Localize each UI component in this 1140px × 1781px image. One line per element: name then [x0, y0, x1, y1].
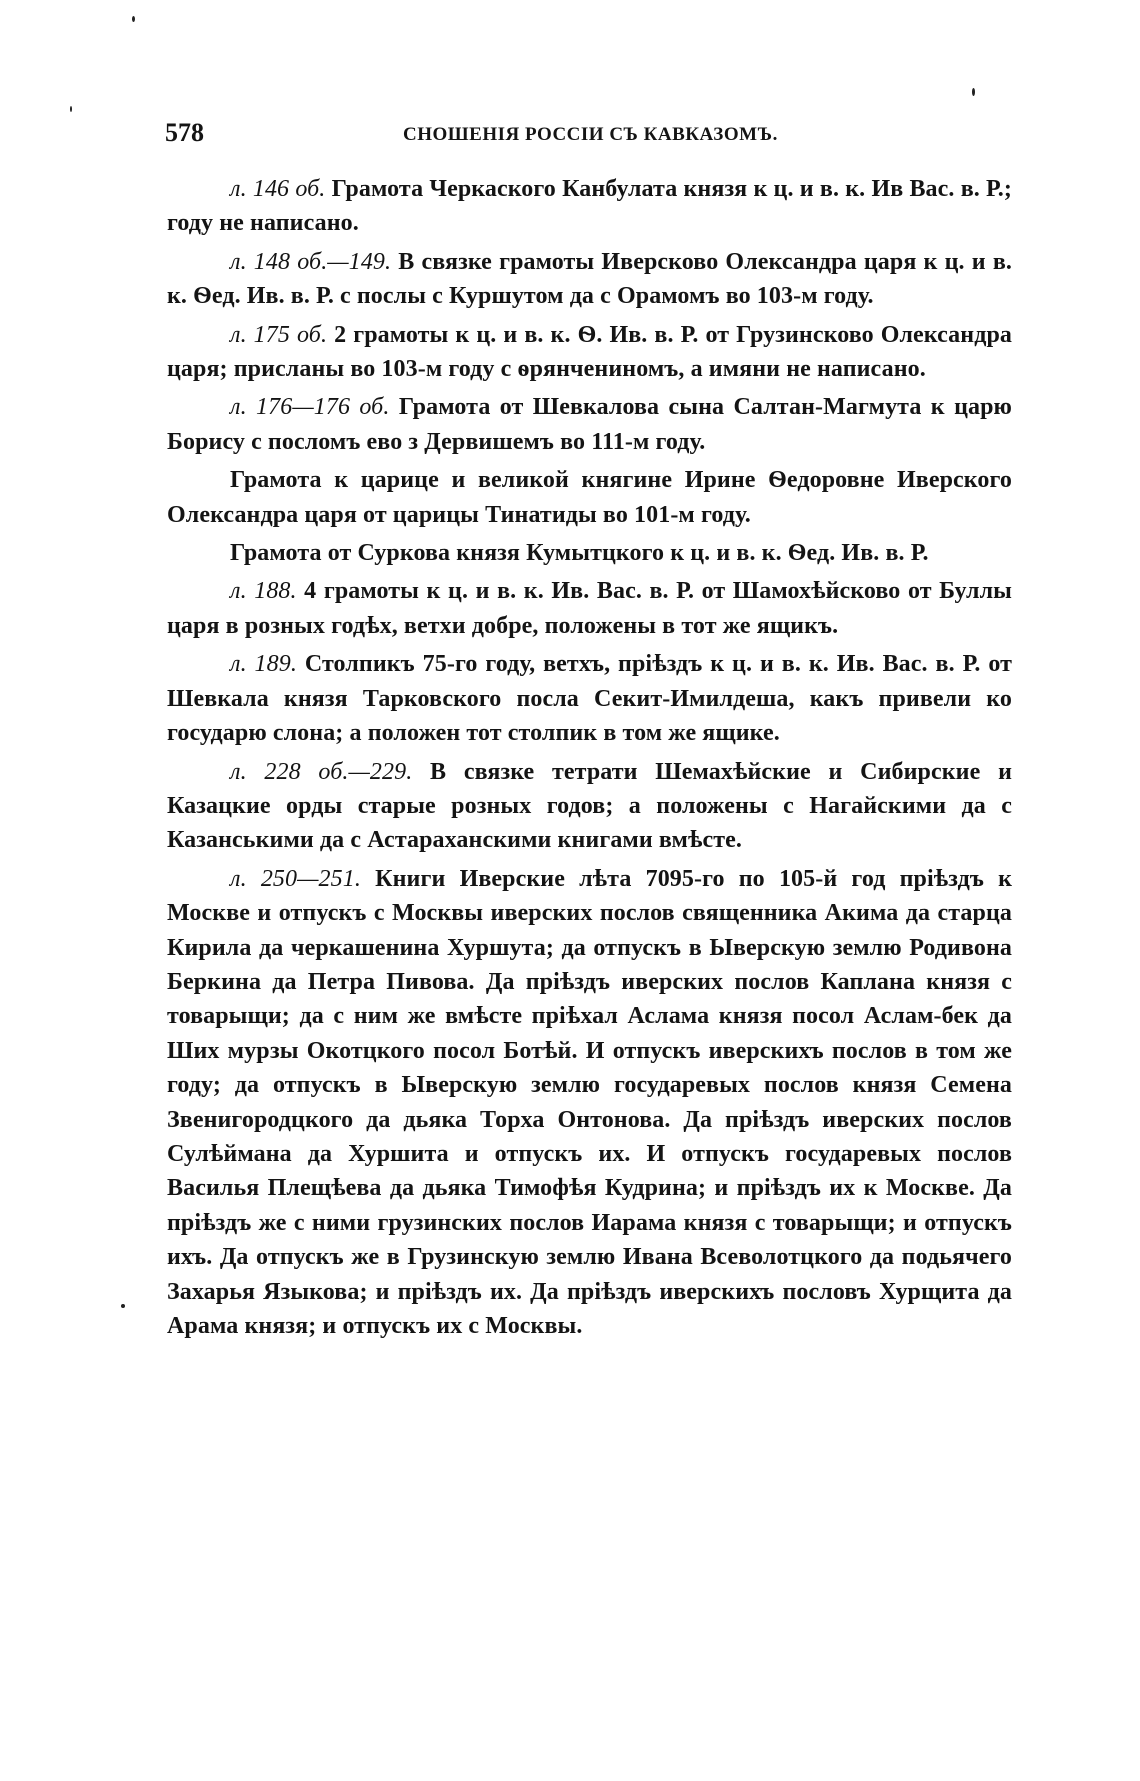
paragraph-5	[167, 463, 1012, 532]
paragraph-text: 2 грамоты к ц. и в. к. Ѳ. Ив. в. Р. от Грузинсково Олександра царя; присланы во 103-м году с ѳрянчениномъ, а имяни не написано.	[167, 321, 1012, 383]
folio-ref: л. 189.	[230, 651, 297, 678]
paragraph-text: Книги Иверские лѣта 7095-го по 105-й год пріѣздъ к Москве и отпускъ с Москвы иверских послов священника Акима да старца Кирила да черкашенина Хуршута; да отпускъ в Ыверскую землю Родивона Беркина да Петра Пивова. Да пріѣздъ иверских послов Каплана князя с товарыщи; да с ним же вмѣсте пріѣхал Аслама князя посол Аслам-бек да Ших мурзы Окотцкого посол Ботѣй. И отпускъ иверскихъ послов в том же году; да отпускъ в Ыверскую землю государевых послов князя Семена Звенигородцкого да дьяка Торха Онтонова. Да пріѣздъ иверских послов Сулѣймана да Хуршита и отпускъ их. И отпускъ государевых послов Василья Плещѣева да дьяка Тимофѣя Кудрина; и пріѣздъ их к Москве. Да пріѣздъ же с ними грузинских послов Иарама князя с товарыщи; и отпускъ ихъ. Да отпускъ же в Грузинскую землю Ивана Всеволотцкого да подьячего Захарья Языкова; и пріѣздъ их. Да пріѣздъ иверскихъ пословъ Хурщита да Арама князя; и отпускъ их с Москвы.	[167, 865, 1012, 1339]
folio-ref: л. 228 об.—229.	[230, 758, 413, 785]
paragraph-8	[167, 647, 1012, 750]
scan-speck	[132, 16, 135, 22]
paragraph-text: Грамота от Шевкалова сына Салтан-Магмута к царю Борису с посломъ ево з Дервишемъ во 111-м году.	[167, 394, 1012, 455]
paragraph-3	[167, 318, 1012, 387]
paragraph-text: Грамота Черкаского Канбулата князя к ц. и в. к. Ив Вас. в. Р.; году не написано.	[167, 176, 1012, 237]
folio-ref: л. 176—176 об.	[230, 394, 390, 421]
scan-speck	[972, 88, 975, 96]
scan-speck	[121, 1304, 125, 1308]
paragraph-text: 4 грамоты к ц. и в. к. Ив. Вас. в. Р. от Шамохѣйсково от Буллы царя в розных годѣх, ветхи добре, положены в тот же ящикъ.	[167, 578, 1013, 639]
paragraph-4	[167, 390, 1012, 459]
folio-ref: л. 188.	[230, 578, 297, 605]
paragraph-text: В связке грамоты Иверсково Олександра царя к ц. и в. к. Ѳед. Ив. в. Р. с послы с Куршутом да с Орамомъ во 103-м году.	[167, 248, 1012, 310]
folio-ref: л. 148 об.—149.	[230, 248, 392, 275]
body-text	[167, 172, 1012, 1347]
scan-speck	[70, 106, 72, 112]
paragraph-text: Грамота к царице и великой княгине Ирине Ѳедоровне Иверского Олександра царя от царицы Тинатиды во 101-м году.	[167, 467, 1012, 528]
paragraph-text: Грамота от Суркова князя Кумытцкого к ц. и в. к. Ѳед. Ив. в. Р.	[230, 540, 929, 567]
paragraph-6	[167, 536, 1012, 570]
paragraph-9	[167, 755, 1012, 858]
page-number: 578	[165, 118, 204, 147]
folio-ref: л. 250—251.	[230, 865, 361, 892]
running-head	[165, 118, 1015, 158]
folio-ref: л. 175 об.	[230, 321, 328, 348]
folio-ref: л. 146 об.	[230, 176, 326, 202]
running-title: СНОШЕНІЯ РОССІИ СЪ КАВКАЗОМЪ.	[403, 124, 778, 145]
paragraph-1	[167, 172, 1012, 241]
paragraph-text: Столпикъ 75-го году, ветхъ, пріѣздъ к ц. и в. к. Ив. Вас. в. Р. от Шевкала князя Тарковского посла Секит-Имилдеша, какъ привели ко государю слона; а положен тот столпик в том же ящике.	[167, 651, 1012, 747]
paragraph-10	[167, 862, 1012, 1344]
paragraph-text: В связке тетрати Шемахѣйские и Сибирские и Казацкие орды старые розных годов; а положены с Нагайскими да с Казанськими да с Астараханскими книгами вмѣсте.	[167, 758, 1012, 854]
paragraph-7	[167, 574, 1012, 643]
paragraph-2	[167, 245, 1012, 314]
